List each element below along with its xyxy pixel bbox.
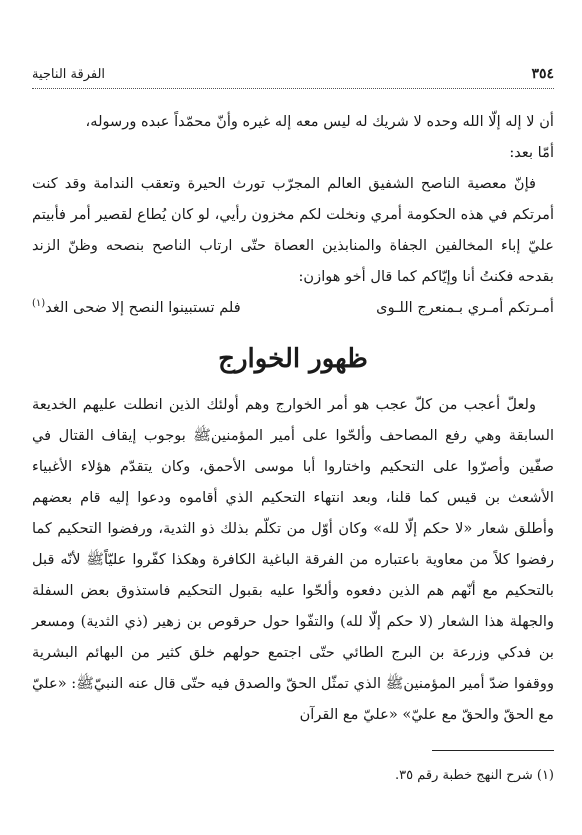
footnote-reference: (١): [32, 298, 46, 310]
page-number: ٣٥٤: [531, 66, 554, 82]
footnote: (١) شرح النهج خطبة رقم ٣٥.: [395, 768, 554, 783]
intro-line-1: أن لا إله إلّا الله وحده لا شريك له ليس معه إله غيره وأنّ محمّداً عبده ورسوله،: [85, 113, 554, 130]
section-heading: ظهور الخوارج: [218, 344, 368, 374]
footnote-divider: [432, 750, 554, 751]
book-title: الفرقة الناجية: [32, 67, 106, 82]
running-header: [32, 64, 554, 89]
paragraph-1: فإنّ معصية الناصح الشفيق العالم المجرّب تورث الحيرة وتعقب الندامة وقد كنت أمرتكم في هذه الحكومة أمري ونخلت لكم مخزون رأيي، لو كان يُطاع لقصير أمر فأبيتم عليّ إباء المخالفين الجفاة والمنابذين العصاة حتّى ارتاب الناصح بنصحه وظنّ الزند بقدحه فكنتُ أنا وإيّاكم كما قال أخو هوازن:: [32, 175, 554, 285]
poem-second-hemistich-wrap: [32, 292, 241, 323]
book-page: [32, 0, 554, 835]
intro-line-2: أمّا بعد:: [509, 144, 554, 161]
main-text: [32, 106, 554, 730]
paragraph-2: ولعلّ أعجب من كلّ عجب هو أمر الخوارج وهم أولئك الذين انطلت عليهم الخديعة السابقة وهي رفع المصاحف وألحّوا على أمير المؤمنينﷺ بوجوب إيقاف القتال في صفّين وأصرّوا على التحكيم واختاروا أبا موسى الأحمق، وكان يتقدّم هؤلاء الأغبياء الأشعث بن قيس كما قلنا، وبعد انتهاء التحكيم الذي أقاموه ودعوا إليه قام بعضهم وأطلق شعار «لا حكم إلّا لله» وكان أوّل من تكلّم بذلك ذو الثدية، ورفضوا التحكيم كما رفضوا كلاً من معاوية باعتباره من الفرقة الباغية الكافرة وهكذا كفّروا عليّاًﷺ لأنّه قبل بالتحكيم مع أنّهم هم الذين دفعوه وألحّوا عليه بقبول التحكيم فاستذوق بعض السفلة والجهلة هذا الشعار (لا حكم إلّا لله) والتفّوا حول حرقوص بن زهير (ذي الثدية) ومسعر بن فدكي وزرعة بن البرج الطائي حتّى اجتمع حولهم خلق كثير من البهائم البشرية ووقفوا ضدّ أمير المؤمنينﷺ الذي تمثّل الحقّ والصدق فيه حتّى قال عنه النبيّﷺ: «عليّ مع الحقّ والحقّ مع عليّ» «عليّ مع القرآن: [32, 396, 554, 723]
poem-first-hemistich: أمـرتكم أمـري بـمنعرج اللـوى: [376, 299, 554, 316]
poem-second-hemistich: فلم تستبينوا النصح إلا ضحى الغد: [45, 299, 241, 316]
poem-verse: [32, 292, 554, 323]
